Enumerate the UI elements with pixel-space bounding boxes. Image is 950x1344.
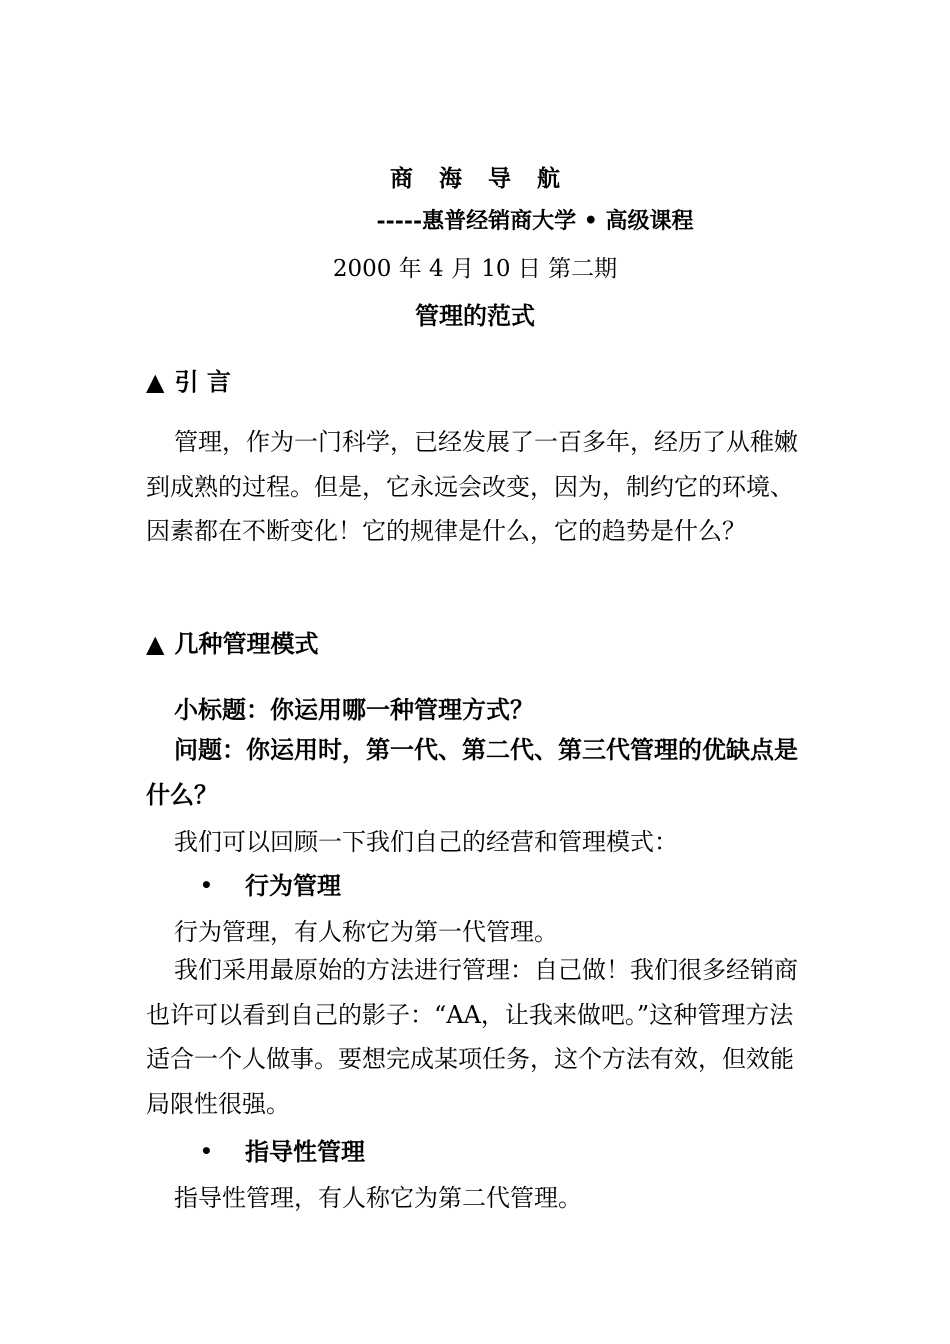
masthead: 商海导航 <box>390 165 586 192</box>
bullet-item-label: 行为管理 <box>245 871 341 900</box>
lead-paragraph: 我们可以回顾一下我们自己的经营和管理模式： <box>174 828 678 856</box>
triangle-marker-icon: ▲ <box>146 367 165 396</box>
item1-paragraph-1: 行为管理，有人称它为第一代管理。 <box>174 918 558 946</box>
document-title: 管理的范式 <box>415 301 535 330</box>
triangle-marker-icon: ▲ <box>146 629 165 658</box>
bullet-item-behavior-management <box>200 866 341 901</box>
bullet-icon: • <box>200 1139 213 1163</box>
subtitle: -----惠普经销商大学 • 高级课程 <box>376 208 694 234</box>
dateline: 2000 年 4 月 10 日 第二期 <box>332 256 618 282</box>
section-heading-label: 引 言 <box>174 367 231 396</box>
intro-paragraph: 管理，作为一门科学，已经发展了一百多年，经历了从稚嫩到成熟的过程。但是，它永远会改变，因为，制约它的环境、因素都在不断变化！它的规律是什么，它的趋势是什么？ <box>146 428 798 545</box>
question-paragraph: 问题：你运用时，第一代、第二代、第三代管理的优缺点是什么？ <box>146 735 798 809</box>
section-heading-label: 几种管理模式 <box>174 629 319 658</box>
subheading: 小标题：你运用哪一种管理方式？ <box>174 695 534 724</box>
section-heading-intro <box>146 362 231 397</box>
item2-paragraph-1: 指导性管理，有人称它为第二代管理。 <box>174 1184 582 1212</box>
section-heading-modes <box>146 624 318 659</box>
item1-paragraph-2: 我们采用最原始的方法进行管理：自己做！我们很多经销商也许可以看到自己的影子：“AA，让我来做吧。”这种管理方法适合一个人做事。要想完成某项任务，这个方法有效，但效能局限性很强。 <box>146 956 798 1118</box>
bullet-item-directive-management <box>200 1132 365 1167</box>
bullet-icon: • <box>200 873 213 897</box>
bullet-item-label: 指导性管理 <box>245 1137 365 1166</box>
